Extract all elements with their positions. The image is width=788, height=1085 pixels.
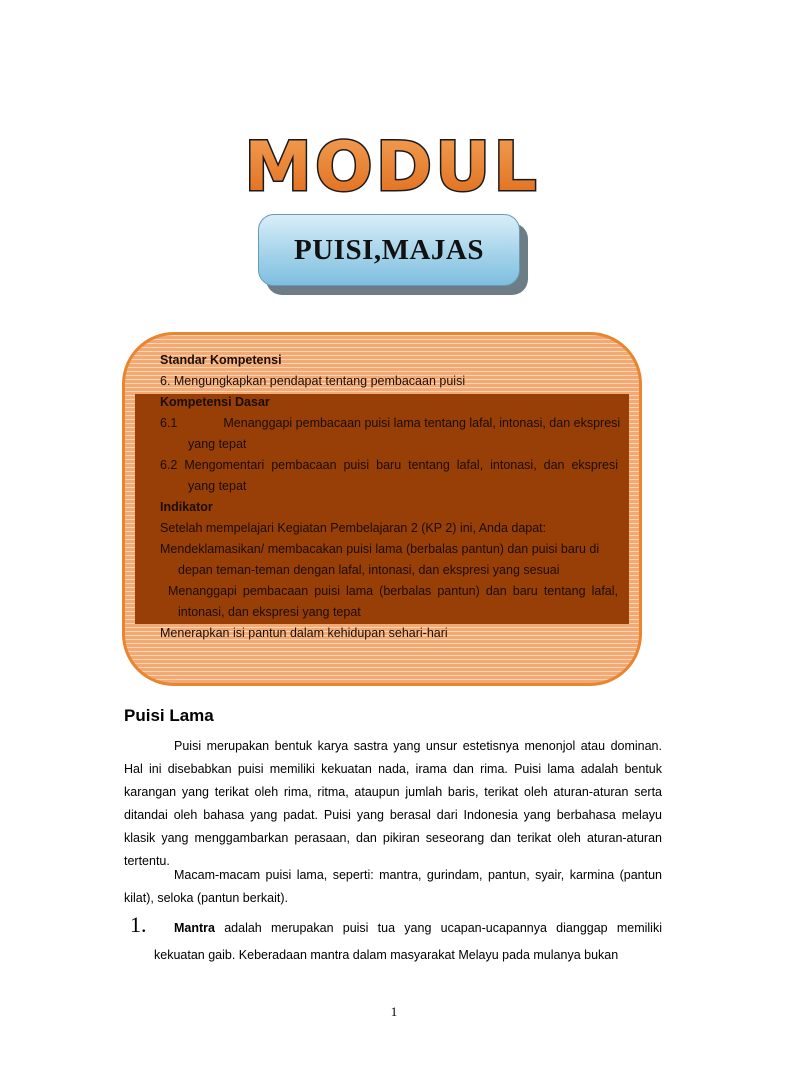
subtitle-banner (258, 214, 520, 286)
ind-item-1-cont: depan teman-teman dengan lafal, intonasi, dan ekspresi yang sesuai (178, 563, 560, 577)
ind-item-3: Menerapkan isi pantun dalam kehidupan sehari-hari (160, 626, 448, 640)
list-number: 1. (130, 912, 147, 937)
ind-heading: Indikator (160, 500, 213, 514)
ind-item-1: Mendeklamasikan/ membacakan puisi lama (berbalas pantun) dan puisi baru di (160, 542, 600, 556)
modul-title-text: MODUL (244, 128, 540, 207)
list-item-mantra (154, 915, 662, 969)
kd-item-1 (160, 413, 621, 434)
kd-item-2-cont: yang tepat (188, 479, 247, 493)
page-number: 1 (390, 1004, 398, 1019)
modul-title (244, 116, 540, 208)
mantra-text: adalah merupakan puisi tua yang ucapan-ucapannya dianggap memiliki kekuatan gaib. Keberadaan mantra dalam masyarakat Melayu pada mulanya bukan (154, 921, 662, 962)
ind-item-2: Menanggapi pembacaan puisi lama (berbalas pantun) dan baru tentang lafal, (168, 584, 618, 598)
ind-item-2-cont: intonasi, dan ekspresi yang tepat (178, 605, 361, 619)
kd-heading: Kompetensi Dasar (160, 395, 270, 409)
kd-item-1-cont: yang tepat (188, 437, 247, 451)
paragraph-1: Puisi merupakan bentuk karya sastra yang unsur estetisnya menonjol atau dominan. Hal ini disebabkan puisi memiliki kekuatan nada, irama dan rima. Puisi lama adalah bentuk karangan yang terikat oleh rima, ritma, ataupun jumlah baris, terikat oleh aturan-aturan serta ditandai oleh bahasa yang padat. Puisi yang berasal dari Indonesia yang berbahasa melayu klasik yang menggambarkan perasaan, dan pikiran seseorang dan terikat oleh aturan-aturan tertentu. (124, 739, 662, 868)
kd-item-1-number: 6.1 (160, 416, 178, 430)
kd-item-2: 6.2 Mengomentari pembacaan puisi baru tentang lafal, intonasi, dan ekspresi (160, 458, 618, 472)
ind-intro: Setelah mempelajari Kegiatan Pembelajaran 2 (KP 2) ini, Anda dapat: (160, 521, 547, 535)
section-heading: Puisi Lama (124, 706, 214, 725)
paragraph-2: Macam-macam puisi lama, seperti: mantra, gurindam, pantun, syair, karmina (pantun kilat), seloka (pantun berkait). (124, 868, 662, 905)
subtitle-text: PUISI,MAJAS (294, 233, 484, 266)
kd-item-1-text: Menanggapi pembacaan puisi lama tentang lafal, intonasi, dan ekspresi (223, 416, 621, 430)
sk-text: 6. Mengungkapkan pendapat tentang pembacaan puisi (160, 374, 466, 388)
competency-content (160, 350, 621, 644)
modul-wordart (244, 116, 540, 208)
term-mantra: Mantra (174, 921, 215, 935)
sk-heading: Standar Kompetensi (160, 353, 282, 367)
